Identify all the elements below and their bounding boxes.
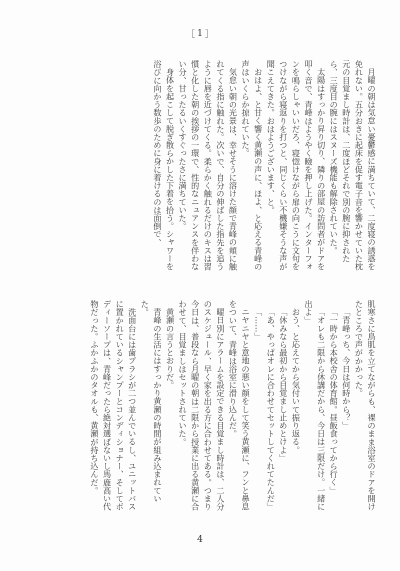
paragraph: 洗面台には歯ブラシが二つ並んでいるし、ユニットバスに置かれているシャンプーとコンディショナー、そしてボディーソープは、青峰だったら絶対選ばないし馬鹿高い代物だった。ふかふかのタオルも、黄瀬が持ち込んだ。 <box>89 300 138 511</box>
chapter-header <box>185 27 215 40</box>
top-text-column <box>18 60 378 276</box>
page-number: 4 <box>197 535 203 545</box>
paragraph: 曜日別にアラームを設定できる目覚まし時計は、二人分のスケジュール、早く家を出る方に合わせてある。つまり今日は、普段なら月曜の朝は二限から授業に出る黄瀬に合わせて、目覚ましはセットされていた。 <box>178 300 226 511</box>
paragraph: 「あ、やっぱオレに合わせてセットしてくれてたんだ」 <box>266 308 277 511</box>
paragraph: 太陽はすっかり昇り切り、隣りの部屋の訪問者がドアを叩く音で、青峰はようやく瞼を押し上げた。インターフォンを鳴らしゃいいだろ、寝惚けながら扉の向こうに文句をつけながら寝返りを打つと、同じくらい不機嫌そうな声が聞こえてきた。おはようございます、と。 <box>266 60 327 271</box>
paragraph: 身体を起こして脱ぎ散らかした下着を拾う。シャワーを浴びに向かう数歩のために身に着けるのは面倒で、 <box>152 60 176 271</box>
paragraph: 「一時から本校舎の体育館。昼飯食ってから行く」 <box>329 308 340 495</box>
header-open-bracket: ［ <box>186 30 196 40</box>
paragraph: 「……」 <box>253 308 264 341</box>
paragraph: おはよ、と甘く響く黄瀬の声に、ほよ、と応える青峰の声はいくらか掠れていた。 <box>241 60 264 271</box>
bottom-text-column <box>18 300 378 516</box>
paragraph: おう、と応えてから気付いて振り返る。 <box>291 308 302 454</box>
paragraph: 「オレも二限から休講だから、今日は三限だけ。一緒に出よ」 <box>304 300 327 511</box>
paragraph: 「休みなら最初から目覚まし止めとけよ」 <box>278 308 289 462</box>
paragraph: ニヤニヤと意地の悪い顔をして笑う黄瀬に、フンと鼻息をついて、青峰は浴室に滑り込んだ。 <box>228 300 252 511</box>
paragraph: 肌寒さに鳥肌を立てながらも、裸のまま浴室のドアを開けたところで声がかかった。 <box>354 300 377 511</box>
paragraph: 黄瀬の言うとおりだ。 <box>165 308 176 390</box>
paragraph: 青峰の生活にはすっかり黄瀬の時間が組み込まれていた。 <box>140 300 163 503</box>
paragraph: 気怠い朝の光景は、幸せそうに溶けた顔で青峰の頬に触れてくる指に触れた。次いで、自分の伸ばした指先を追うように唇を近づけてくる。柔らかく触れるだけのキスは習慣と化した朝の挨拶の一環で、性的なニュアンスを伴わない分、甘ったるいくすぐったさに満ちていた。 <box>178 60 239 271</box>
paragraph: 月曜の朝は気怠い憂鬱感に満ちていて、二度寝の誘惑を免れない。五分おきに起床を促す電子音を響かせていた枕元の目覚まし時計は、二度ほどそれで別の腕に抑されたら、三度目の腕にはスヌーズ機能も解除されていた。 <box>329 60 377 271</box>
chapter-number: 1 <box>197 28 203 39</box>
paragraph: 「青峰っち、今日は何時から？」 <box>341 308 352 430</box>
header-close-bracket: ］ <box>204 30 214 40</box>
